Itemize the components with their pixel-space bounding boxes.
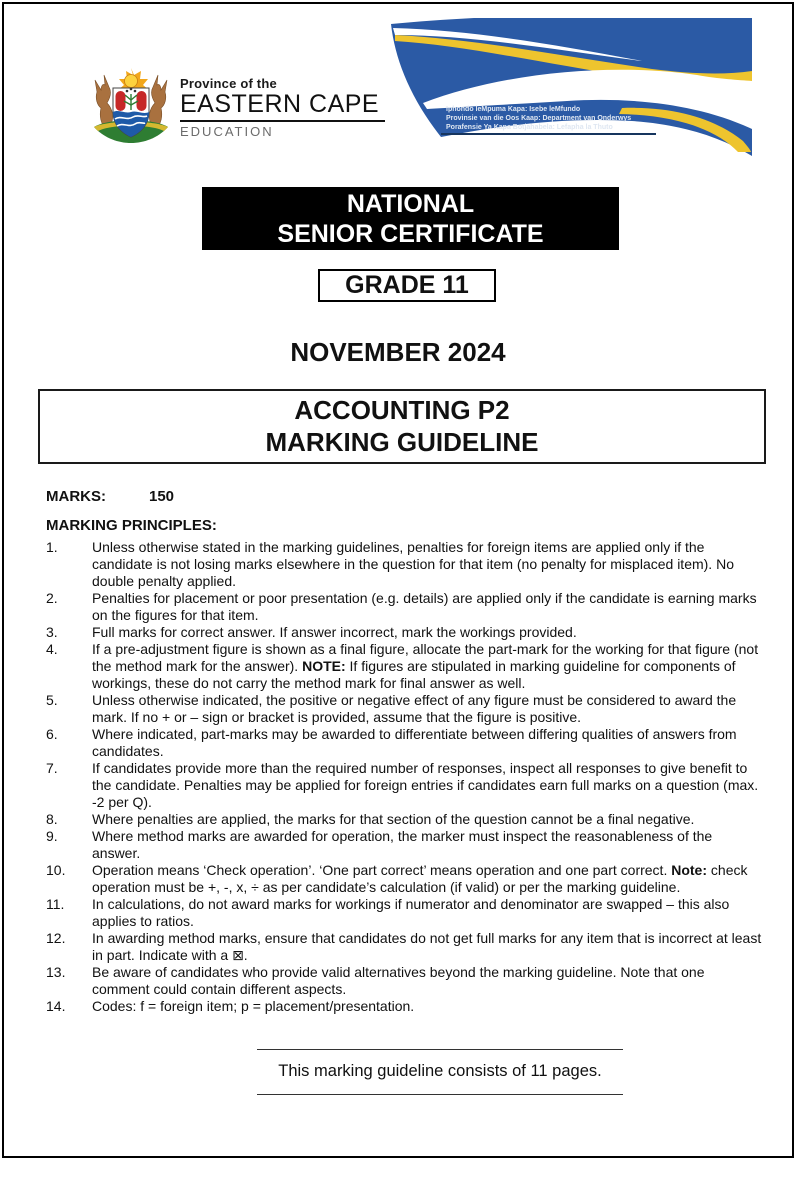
principle-text: Full marks for correct answer. If answer incorrect, mark the workings provided. bbox=[92, 624, 577, 640]
banner-lang-afrikaans: Provinsie van die Oos Kaap: Department van Onderwys bbox=[446, 115, 632, 122]
principle-text: Penalties for placement or poor presentation (e.g. details) are applied only if the candidate is earning marks on the figures for that item. bbox=[92, 590, 757, 623]
principle-text: Unless otherwise indicated, the positive or negative effect of any figure must be considered to award the mark. If no + or – sign or bracket is provided, assume that the figure is positive. bbox=[92, 692, 737, 725]
principle-number: 9. bbox=[46, 828, 58, 844]
marking-principle-item bbox=[46, 828, 768, 862]
marking-principle-item bbox=[46, 862, 768, 896]
principle-number: 7. bbox=[46, 760, 58, 776]
principle-number: 3. bbox=[46, 624, 58, 640]
subject-title-box bbox=[38, 389, 766, 464]
principle-number: 5. bbox=[46, 692, 58, 708]
principle-number: 14. bbox=[46, 998, 66, 1014]
logo-education: EDUCATION bbox=[180, 124, 274, 140]
marking-principle-item bbox=[46, 930, 768, 964]
principle-text: Codes: f = foreign item; p = placement/presentation. bbox=[92, 998, 415, 1014]
logo-province-of-the: Province of the bbox=[180, 76, 277, 91]
marking-principle-item bbox=[46, 641, 768, 692]
principle-number: 6. bbox=[46, 726, 58, 742]
marking-principle-item bbox=[46, 590, 768, 624]
principle-text: Be aware of candidates who provide valid alternatives beyond the marking guideline. Note that one comment could contain different aspects. bbox=[92, 964, 705, 997]
marking-principle-item bbox=[46, 760, 768, 811]
subject-name: ACCOUNTING P2 bbox=[294, 395, 510, 425]
marking-principle-item bbox=[46, 811, 768, 828]
logo-eastern-cape: EASTERN CAPE bbox=[180, 91, 385, 122]
marking-principle-item bbox=[46, 624, 768, 641]
page-border-frame bbox=[2, 2, 794, 1158]
principle-text: Unless otherwise stated in the marking guidelines, penalties for foreign items are applied only if the candidate is not losing marks elsewhere in the question for that item (no penalty for misplaced item). No double penalty applied. bbox=[92, 539, 734, 589]
principle-number: 1. bbox=[46, 539, 58, 555]
principle-number: 4. bbox=[46, 641, 58, 657]
marks-label: MARKS: bbox=[46, 488, 106, 505]
principle-text: Operation means ‘Check operation’. ‘One part correct’ means operation and one part correct. Note: check operation must be +, -, x, ÷ as per candidate’s calculation (if valid) or per the marking guideline. bbox=[92, 862, 748, 895]
banner-line-senior-certificate: SENIOR CERTIFICATE bbox=[277, 219, 544, 248]
banner-lang-xhosa: Iphondo leMpuma Kapa: Isebe leMfundo bbox=[446, 106, 581, 113]
page-count-note: This marking guideline consists of 11 pages. bbox=[257, 1049, 623, 1095]
marking-principle-item bbox=[46, 998, 768, 1015]
national-senior-certificate-banner bbox=[202, 187, 619, 250]
marking-principle-item bbox=[46, 896, 768, 930]
province-logo bbox=[86, 64, 385, 152]
marking-principle-item bbox=[46, 964, 768, 998]
coat-of-arms-icon bbox=[86, 64, 176, 152]
subject-doc-type: MARKING GUIDELINE bbox=[265, 427, 539, 457]
principle-text: Where method marks are awarded for operation, the marker must inspect the reasonableness of the answer. bbox=[92, 828, 713, 861]
session-title: NOVEMBER 2024 bbox=[290, 337, 506, 367]
principle-number: 11. bbox=[46, 896, 65, 912]
department-swoosh-banner bbox=[367, 18, 752, 156]
principle-number: 2. bbox=[46, 590, 58, 606]
banner-line-national: NATIONAL bbox=[346, 189, 475, 218]
principle-text: Where penalties are applied, the marks for that section of the question cannot be a final negative. bbox=[92, 811, 695, 827]
principle-number: 12. bbox=[46, 930, 66, 946]
principle-text: If a pre-adjustment figure is shown as a final figure, allocate the part-mark for the working for that figure (not the method mark for the answer). NOTE: If figures are stipulated in marking guideline for components of workings, these do not carry the method mark for final answer as well. bbox=[92, 641, 759, 691]
marks-value: 150 bbox=[149, 488, 175, 505]
principle-text: In calculations, do not award marks for workings if numerator and denominator are swapped – this also applies to ratios. bbox=[92, 896, 730, 929]
marking-principles-heading: MARKING PRINCIPLES: bbox=[46, 517, 217, 534]
marking-principle-item bbox=[46, 539, 768, 590]
principle-number: 10. bbox=[46, 862, 66, 878]
grade-box: GRADE 11 bbox=[318, 269, 496, 302]
principle-number: 13. bbox=[46, 964, 66, 980]
principle-text: In awarding method marks, ensure that candidates do not get full marks for any item that is incorrect at least in part. Indicate with a ⊠. bbox=[92, 930, 762, 963]
principle-number: 8. bbox=[46, 811, 58, 827]
principles-list bbox=[46, 539, 768, 1015]
marking-principle-item bbox=[46, 692, 768, 726]
marking-principle-item bbox=[46, 726, 768, 760]
marking-principles-section bbox=[46, 517, 768, 1015]
principle-text: Where indicated, part-marks may be awarded to differentiate between differing qualities of answers from candidates. bbox=[92, 726, 737, 759]
banner-lang-sesotho: Porafensie Ya Kapa Botjahabela: Lefapha la Thuto bbox=[446, 124, 613, 131]
marks-row bbox=[46, 488, 174, 505]
principle-text: If candidates provide more than the required number of responses, inspect all responses to give benefit to the candidate. Penalties may be applied for foreign entries if candidates earn full marks on a question (max. -2 per Q). bbox=[92, 760, 759, 810]
